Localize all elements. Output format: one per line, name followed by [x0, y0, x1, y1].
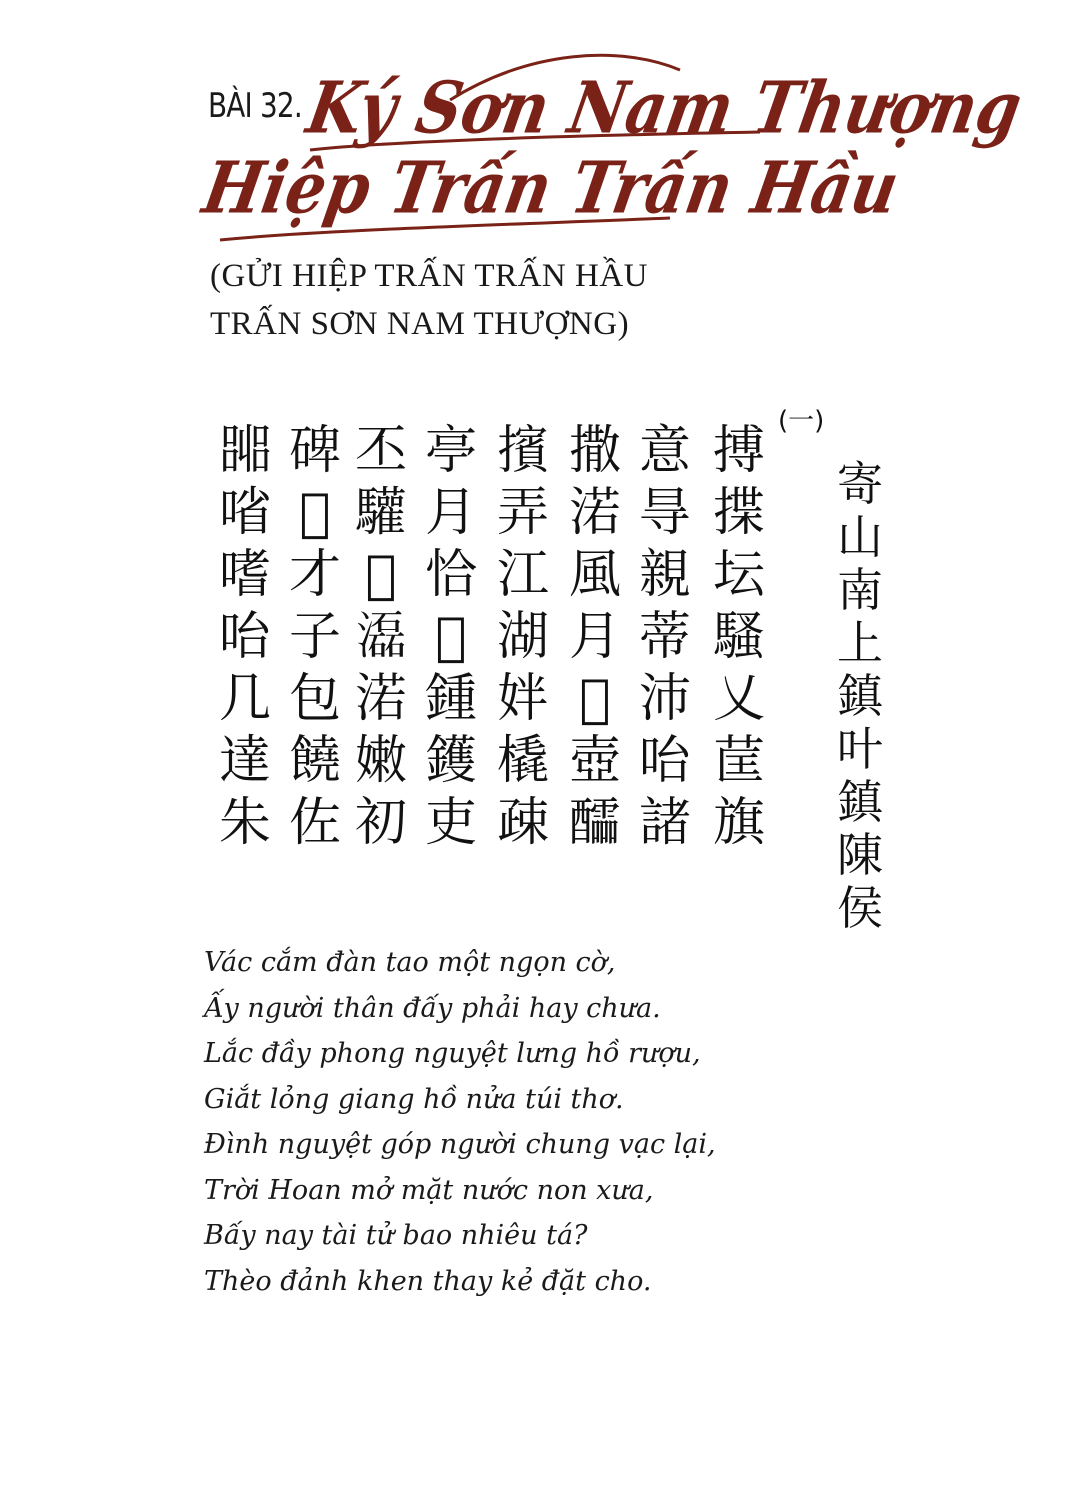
subtitle-line-1: (GỬI HIỆP TRẤN TRẤN HẦU [210, 258, 648, 294]
poem-line: Ấy người thân đấy phải hay chưa. [204, 992, 661, 1024]
poem-line: Giắt lỏng giang hồ nửa túi thơ. [204, 1083, 624, 1115]
han-nom-char: 渃 [354, 669, 407, 729]
han-nom-char: 蒂 [638, 607, 691, 667]
han-nom-char: 𤴬 [365, 545, 397, 605]
poem-line: Vác cắm đàn tao một ngọn cờ, [204, 947, 616, 978]
han-nom-char: 佐 [288, 793, 341, 853]
han-nom-char: 包 [288, 669, 341, 729]
han-nom-column [346, 420, 416, 854]
han-nom-char: 擯 [496, 421, 549, 481]
han-nom-char: 湖 [496, 607, 549, 667]
han-nom-heading-char: 寄 [837, 457, 883, 511]
han-nom-heading-char: 侯 [837, 881, 883, 935]
han-nom-char: 朱 [218, 793, 271, 853]
han-nom-char: 嗜 [218, 545, 271, 605]
han-nom-char: 乂 [712, 669, 765, 729]
poem-line: Đình nguyệt góp người chung vạc lại, [204, 1129, 716, 1160]
han-nom-char: 㗂 [218, 483, 271, 543]
han-nom-char: 壺 [568, 731, 621, 791]
han-nom-char: 月 [568, 607, 621, 667]
han-nom-heading-char: 鎮 [837, 669, 883, 723]
han-nom-column [630, 420, 700, 854]
lesson-label: BÀI 32. [208, 86, 302, 126]
han-nom-char: 意 [638, 421, 691, 481]
poem-line: Trời Hoan mở mặt nước non xưa, [204, 1174, 654, 1206]
han-nom-char: 𠸗 [299, 483, 331, 543]
han-nom-char: 撒 [568, 421, 621, 481]
han-nom-char: 橇 [496, 731, 549, 791]
han-nom-heading-column [830, 458, 890, 935]
han-nom-char: 亭 [424, 421, 477, 481]
han-nom-char: 達 [218, 731, 271, 791]
han-nom-char: 初 [354, 793, 407, 853]
han-nom-char: 䒰 [712, 731, 765, 791]
han-nom-char: 恰 [424, 545, 477, 605]
han-nom-char: 騷 [712, 607, 765, 667]
han-nom-char: 鍾 [424, 669, 477, 729]
poem-line: Lắc đầy phong nguyệt lưng hồ rượu, [204, 1038, 701, 1069]
han-nom-char: 月 [424, 483, 477, 543]
han-nom-char: 驩 [354, 483, 407, 543]
han-nom-heading-char: 陳 [837, 828, 883, 882]
han-nom-char: 渃 [568, 483, 621, 543]
han-nom-heading-char: 南 [837, 563, 883, 617]
han-nom-heading-char: 上 [837, 616, 883, 670]
han-nom-char: 𣍋 [579, 669, 611, 729]
section-mark: (一) [778, 406, 825, 436]
han-nom-char: 子 [288, 607, 341, 667]
han-nom-column [488, 420, 558, 854]
han-nom-char: 嫩 [354, 731, 407, 791]
han-nom-char: 咍 [218, 607, 271, 667]
han-nom-char: 咍 [638, 731, 691, 791]
calligraphy-title-line-1: Ký Sơn Nam Thượng [301, 66, 1028, 150]
subtitle-line-2: TRẤN SƠN NAM THƯỢNG) [210, 306, 630, 342]
subtitle [210, 252, 648, 348]
han-nom-char: 親 [638, 545, 691, 605]
han-nom-char: 醽 [568, 793, 621, 853]
han-nom-char: 揲 [712, 483, 765, 543]
han-nom-char: 疎 [496, 793, 549, 853]
han-nom-char: 弄 [496, 483, 549, 543]
han-nom-char: 𠶋 [435, 607, 467, 667]
han-nom-char: 鑊 [424, 731, 477, 791]
han-nom-char: 才 [288, 545, 341, 605]
han-nom-char: 㝵 [638, 483, 691, 543]
calligraphy-title-line-2: Hiệp Trấn Trấn Hầu [197, 146, 905, 230]
han-nom-char: 几 [218, 669, 271, 729]
han-nom-column [416, 420, 486, 854]
han-nom-char: 𤂬 [354, 607, 407, 667]
han-nom-column [704, 420, 774, 854]
han-nom-char: 姅 [496, 669, 549, 729]
han-nom-heading-char: 山 [837, 510, 883, 564]
han-nom-column [560, 420, 630, 854]
poem-line: Thèo đảnh khen thay kẻ đặt cho. [204, 1265, 652, 1297]
han-nom-char: 嘂 [218, 421, 271, 481]
han-nom-column [210, 420, 280, 854]
han-nom-char: 饒 [288, 731, 341, 791]
han-nom-char: 江 [496, 545, 549, 605]
han-nom-text-block [200, 400, 900, 935]
calligraphy-flourish-icon [200, 40, 780, 250]
han-nom-char: 吏 [424, 793, 477, 853]
han-nom-heading-char: 鎮 [837, 775, 883, 829]
han-nom-column [280, 420, 350, 854]
han-nom-char: 搏 [712, 421, 765, 481]
poem [204, 940, 716, 1304]
han-nom-char: 沛 [638, 669, 691, 729]
han-nom-char: 碑 [288, 421, 341, 481]
han-nom-char: 坛 [712, 545, 765, 605]
han-nom-char: 旗 [712, 793, 765, 853]
han-nom-char: 諸 [638, 793, 691, 853]
han-nom-char: 丕 [354, 421, 407, 481]
han-nom-char: 風 [568, 545, 621, 605]
han-nom-heading-char: 叶 [837, 722, 883, 776]
poem-line: Bấy nay tài tử bao nhiêu tá? [204, 1220, 588, 1251]
